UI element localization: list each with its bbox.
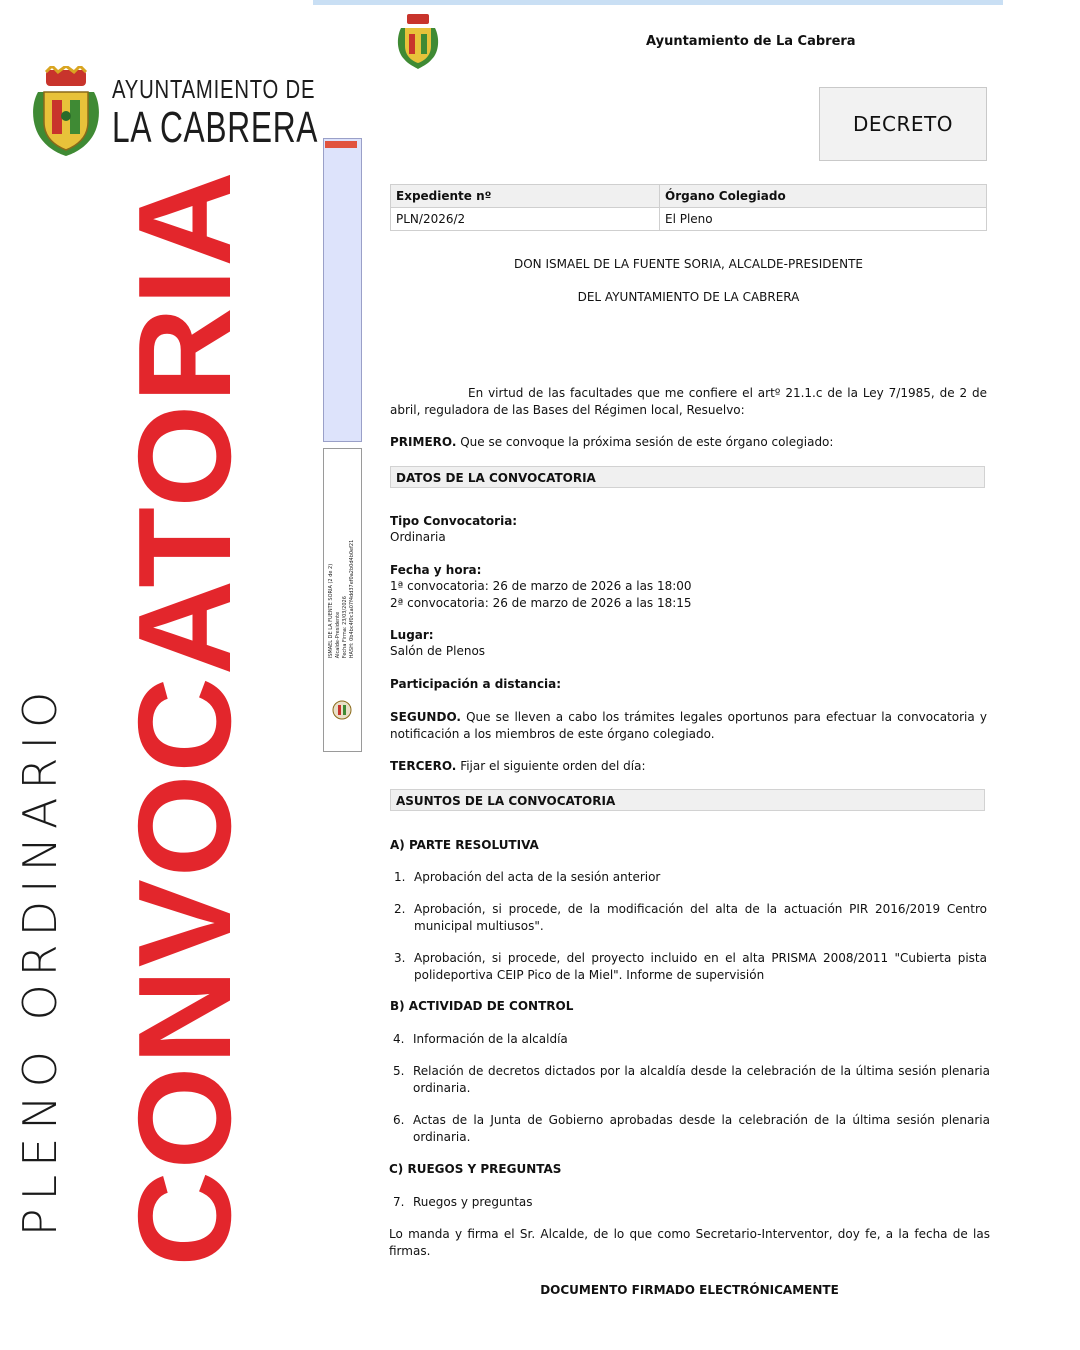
fecha-2: 2ª convocatoria: 26 de marzo de 2026 a las 18:15 [390,596,692,610]
side-strip [323,138,362,442]
table-header-row [391,185,987,208]
segundo-paragraph: SEGUNDO. Que se lleven a cabo los trámites legales oportunos para efectuar la convocatoria y notificación a los miembros de este órgano colegiado. [390,710,987,741]
header-expediente: Expediente nº [391,185,660,208]
fecha-label: Fecha y hora: [390,563,482,577]
lugar-label: Lugar: [390,628,434,642]
signed-footer: DOCUMENTO FIRMADO ELECTRÓNICAMENTE [540,1283,839,1297]
expediente-table [390,184,987,231]
item-number: 1. [394,870,406,884]
brand-line2: LA CABRERA [112,103,319,152]
item-number: 3. [394,951,406,965]
document-coat-of-arms-icon [395,12,441,70]
strip-tag [325,141,357,148]
item-number: 4. [393,1032,405,1046]
value-expediente: PLN/2026/2 [391,208,660,231]
signature-strip [323,448,362,752]
section-c-heading: C) RUEGOS Y PREGUNTAS [389,1162,562,1176]
vertical-title: CONVOCATORIA [111,169,258,1267]
table-row [391,208,987,231]
agenda-item: Relación de decretos dictados por la alcaldía desde la celebración de la última sesión plenaria ordinaria. [413,1064,990,1095]
signature-seal-icon [331,699,353,721]
vertical-subtitle: PLENO ORDINARIO [13,683,67,1237]
agenda-item: Información de la alcaldía [413,1032,568,1046]
datos-header: DATOS DE LA CONVOCATORIA [390,466,985,488]
doc-type-box: DECRETO [819,87,987,161]
tercero-paragraph: TERCERO. Fijar el siguiente orden del día: [390,759,646,773]
fecha-1: 1ª convocatoria: 26 de marzo de 2026 a las 18:00 [390,579,692,593]
item-number: 7. [393,1195,405,1209]
section-a-heading: A) PARTE RESOLUTIVA [390,838,539,852]
header-organo: Órgano Colegiado [660,185,987,208]
closing-paragraph: Lo manda y firma el Sr. Alcalde, de lo que como Secretario-Interventor, doy fe, a la fecha de las firmas. [389,1227,990,1258]
signer-line2: DEL AYUNTAMIENTO DE LA CABRERA [577,290,800,304]
coat-of-arms-icon [28,66,104,158]
signature-text: ISMAEL DE LA FUENTE SORIA (2 de 2) Alcalde-Presidente Fecha Firma: 23/03/2026 HASH: 0b4bc4f0c1a07f4dd37ef0a2b0d4b0ef21 [328,539,355,659]
primero-paragraph: PRIMERO. Que se convoque la próxima sesión de este órgano colegiado: [390,435,834,449]
agenda-item: Aprobación, si procede, de la modificación del alta de la actuación PIR 2016/2019 Centro municipal multiusos". [414,902,987,933]
page-top-bar [313,0,1003,5]
item-number: 2. [394,902,406,916]
agenda-item: Aprobación, si procede, del proyecto incluido en el alta PRISMA 2008/2011 "Cubierta pista polideportiva CEIP Pico de la Miel". Informe de supervisión [414,951,987,982]
participacion-label: Participación a distancia: [390,677,562,691]
agenda-item: Aprobación del acta de la sesión anterior [414,870,661,884]
value-organo: El Pleno [660,208,987,231]
agenda-item: Ruegos y preguntas [413,1195,533,1209]
org-name: Ayuntamiento de La Cabrera [646,34,856,49]
tipo-label: Tipo Convocatoria: [390,514,518,528]
asuntos-header: ASUNTOS DE LA CONVOCATORIA [390,789,985,811]
brand-line1: AYUNTAMIENTO DE [112,74,316,104]
agenda-item: Actas de la Junta de Gobierno aprobadas desde la celebración de la última sesión plenaria ordinaria. [413,1113,990,1144]
item-number: 5. [393,1064,405,1078]
item-number: 6. [393,1113,405,1127]
section-b-heading: B) ACTIVIDAD DE CONTROL [390,999,574,1013]
tipo-value: Ordinaria [390,530,446,544]
lugar-value: Salón de Plenos [390,644,486,658]
intro-paragraph: En virtud de las facultades que me confiere el artº 21.1.c de la Ley 7/1985, de 2 de abril, reguladora de las Bases del Régimen local, Resuelvo: [390,386,987,417]
signer-line1: DON ISMAEL DE LA FUENTE SORIA, ALCALDE-PRESIDENTE [514,257,863,271]
